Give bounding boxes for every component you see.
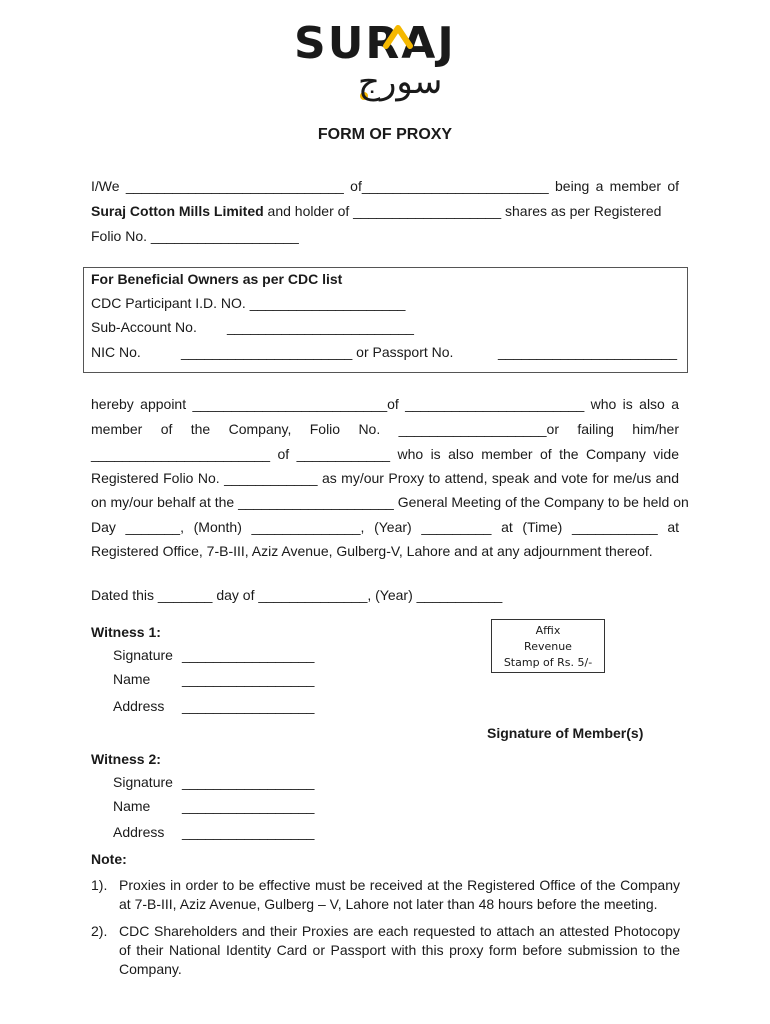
intro-line-2-rest: and holder of ___________________ shares as per Registered — [263, 203, 662, 219]
note-item-text: CDC Shareholders and their Proxies are each requested to attach an attested Photocopy of their National Identity Card or Passport with this proxy form before submission to the Company. — [119, 923, 680, 977]
appoint-line-3: _______________________ of ____________ who is also member of the Company vide — [91, 446, 679, 462]
stamp-line-1: Affix — [535, 624, 561, 637]
member-signature-label: Signature of Member(s) — [487, 725, 644, 741]
witness-2-signature-label: Signature — [113, 774, 173, 790]
appoint-line-6: Day _______, (Month) ______________, (Year) _________ at (Time) ___________ at — [91, 519, 679, 535]
witness-2-address-line: _________________ — [182, 824, 315, 840]
intro-line-3: Folio No. ___________________ — [91, 228, 299, 244]
appoint-line-2: member of the Company, Folio No. ___________________or failing him/her — [91, 421, 679, 437]
page-title: FORM OF PROXY — [317, 126, 453, 143]
cdc-subaccount-label: Sub-Account No. — [91, 319, 197, 335]
witness-2-name-line: _________________ — [182, 798, 315, 814]
logo-wordmark: SURAJ — [294, 18, 456, 69]
witness-1-address-line: _________________ — [182, 698, 315, 714]
note-item-number: 1). — [91, 877, 108, 893]
cdc-passport-line: _______________________ — [498, 344, 678, 360]
witness-2-heading: Witness 2: — [91, 751, 161, 767]
cdc-heading: For Beneficial Owners as per CDC list — [91, 271, 343, 287]
witness-2-address-label: Address — [113, 824, 165, 840]
note-item-2 — [91, 922, 680, 980]
cdc-subaccount-line: ________________________ — [227, 319, 414, 335]
intro-line-2 — [91, 203, 661, 219]
note-item-1 — [91, 876, 680, 916]
company-name: Suraj Cotton Mills Limited — [91, 203, 264, 219]
dated-line: Dated this _______ day of ______________, (Year) ___________ — [91, 587, 503, 603]
witness-1-signature-label: Signature — [113, 647, 173, 663]
note-item-text: Proxies in order to be effective must be received at the Registered Office of the Company at 7-B-III, Aziz Avenue, Gulberg – V, Lahore not later than 48 hours before the meeting. — [119, 877, 680, 912]
appoint-line-4: Registered Folio No. ____________ as my/our Proxy to attend, speak and vote for me/us and — [91, 470, 679, 486]
witness-2-name-label: Name — [113, 798, 151, 814]
witness-1-signature-line: _________________ — [182, 647, 315, 663]
stamp-line-3: Stamp of Rs. 5/- — [503, 656, 593, 669]
note-heading: Note: — [91, 851, 127, 867]
intro-line-1: I/We ____________________________ of________________________ being a member of — [91, 178, 679, 194]
witness-1-address-label: Address — [113, 698, 165, 714]
appoint-line-7: Registered Office, 7-B-III, Aziz Avenue, Gulberg-V, Lahore and at any adjournment thereof. — [91, 543, 653, 559]
revenue-stamp-box — [491, 619, 605, 673]
company-logo — [294, 18, 474, 108]
witness-1-name-label: Name — [113, 671, 151, 687]
logo-arabic-text: سورج — [358, 62, 443, 102]
note-item-number: 2). — [91, 923, 108, 939]
witness-2-signature-line: _________________ — [182, 774, 315, 790]
appoint-line-5: on my/our behalf at the ____________________ General Meeting of the Company to be held on — [91, 494, 689, 510]
cdc-nic-label: NIC No. — [91, 344, 141, 360]
cdc-participant-id: CDC Participant I.D. NO. ____________________ — [91, 295, 406, 311]
witness-1-name-line: _________________ — [182, 671, 315, 687]
stamp-line-2: Revenue — [524, 640, 572, 653]
witness-1-heading: Witness 1: — [91, 624, 161, 640]
appoint-line-1: hereby appoint _________________________of _______________________ who is also a — [91, 396, 679, 412]
cdc-nic-line: ______________________ or Passport No. — [181, 344, 454, 360]
